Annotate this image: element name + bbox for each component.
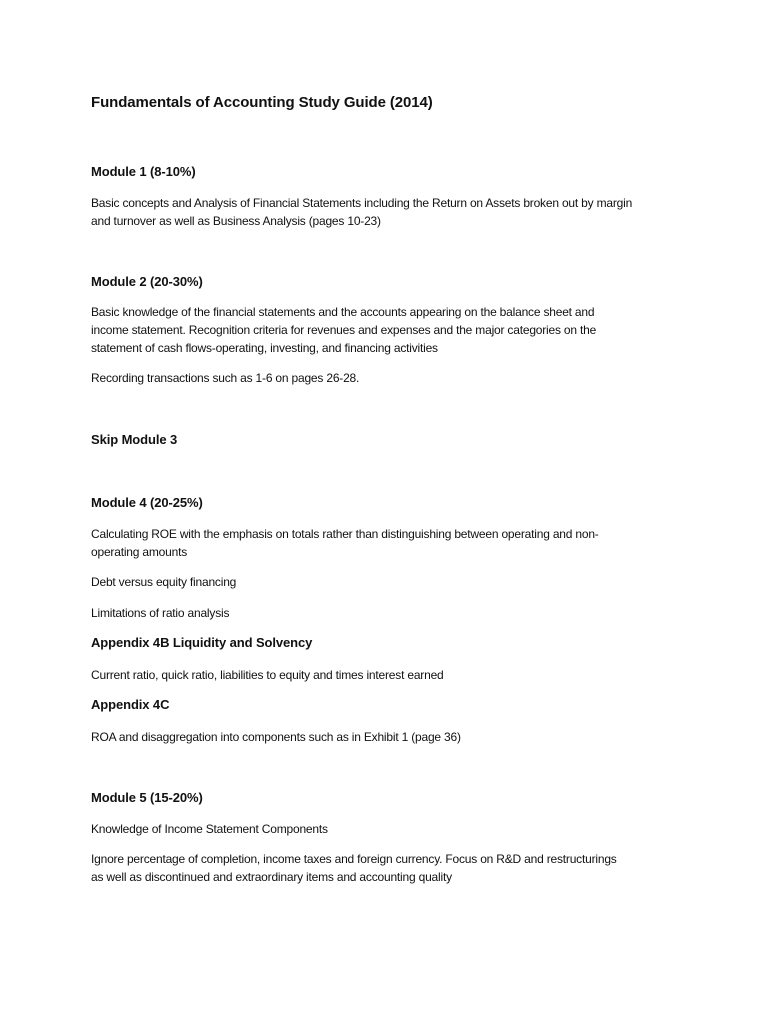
module-4-paragraph-line-1: Calculating ROE with the emphasis on totals rather than distinguishing between operating and non- — [91, 527, 599, 541]
module-5-heading: Module 5 (15-20%) — [91, 790, 203, 805]
module-5-paragraph — [91, 850, 617, 886]
module-2-paragraph-line-3: statement of cash flows-operating, investing, and financing activities — [91, 341, 438, 355]
module-2-paragraph — [91, 303, 596, 357]
module-1-paragraph-line-1: Basic concepts and Analysis of Financial Statements including the Return on Assets broken out by margin — [91, 196, 633, 210]
module-1-paragraph — [91, 194, 632, 230]
module-2-paragraph-line-2: income statement. Recognition criteria for revenues and expenses and the major categories on the — [91, 323, 597, 337]
appendix-4c-text: ROA and disaggregation into components such as in Exhibit 1 (page 36) — [91, 730, 461, 744]
module-3-heading: Skip Module 3 — [91, 432, 178, 447]
module-5-paragraph-line-2: as well as discontinued and extraordinary items and accounting quality — [91, 870, 452, 884]
module-2-paragraph-line-1: Basic knowledge of the financial statements and the accounts appearing on the balance sheet and — [91, 305, 595, 319]
module-1-paragraph-line-2: and turnover as well as Business Analysis (pages 10-23) — [91, 214, 381, 228]
document-title: Fundamentals of Accounting Study Guide (2014) — [91, 94, 433, 111]
appendix-4b-heading: Appendix 4B Liquidity and Solvency — [91, 635, 313, 650]
module-4-debt-text: Debt versus equity financing — [91, 575, 237, 589]
module-5-paragraph-line-1: Ignore percentage of completion, income taxes and foreign currency. Focus on R&D and restructurings — [91, 852, 617, 866]
module-4-heading: Module 4 (20-25%) — [91, 495, 203, 510]
module-4-paragraph — [91, 525, 599, 561]
module-2-heading: Module 2 (20-30%) — [91, 274, 203, 289]
module-5-components-text: Knowledge of Income Statement Components — [91, 822, 328, 836]
appendix-4c-heading: Appendix 4C — [91, 697, 170, 712]
module-1-heading: Module 1 (8-10%) — [91, 164, 196, 179]
appendix-4b-text: Current ratio, quick ratio, liabilities to equity and times interest earned — [91, 668, 444, 682]
module-2-recording-text: Recording transactions such as 1-6 on pages 26-28. — [91, 371, 360, 385]
module-4-limitations-text: Limitations of ratio analysis — [91, 606, 230, 620]
module-4-paragraph-line-2: operating amounts — [91, 545, 187, 559]
